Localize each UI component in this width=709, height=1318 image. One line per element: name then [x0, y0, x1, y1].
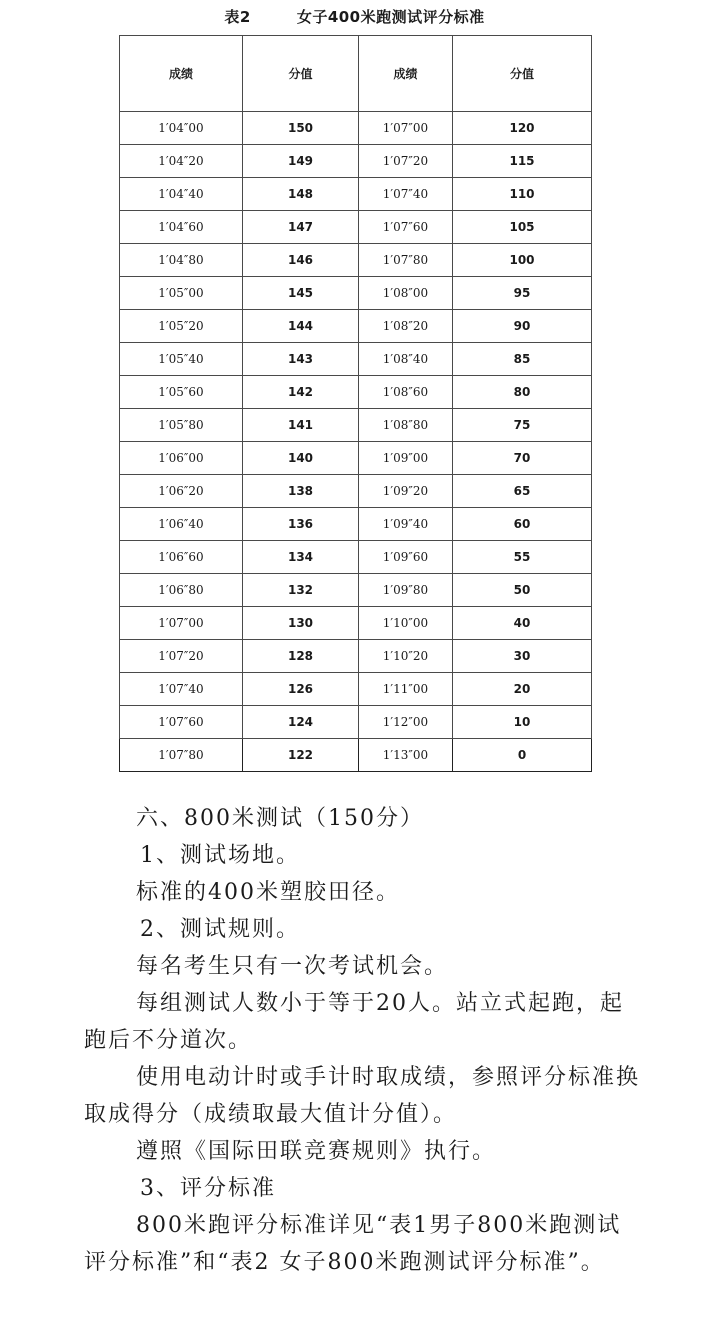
cell-score-a: 146 — [243, 244, 359, 277]
cell-score-b: 50 — [453, 574, 592, 607]
cell-time-b: 1′08″00 — [359, 277, 453, 310]
cell-time-a: 1′07″20 — [120, 640, 243, 673]
table-row — [120, 310, 592, 343]
rule-4: 遵照《国际田联竞赛规则》执行。 — [136, 1139, 497, 1164]
cell-time-a: 1′06″60 — [120, 541, 243, 574]
cell-score-b: 60 — [453, 508, 592, 541]
sub2-heading: 2、测试规则。 — [140, 917, 300, 942]
rule-1: 每名考生只有一次考试机会。 — [136, 954, 449, 979]
cell-time-b: 1′09″20 — [359, 475, 453, 508]
sub1-heading: 1、测试场地。 — [140, 843, 300, 868]
cell-time-b: 1′10″00 — [359, 607, 453, 640]
cell-time-a: 1′07″40 — [120, 673, 243, 706]
sub3-text: 800米跑评分标准详见“表1男子800米跑测试评分标准”和“表2 女子800米跑测试评分标准”。 — [84, 1213, 622, 1275]
cell-time-b: 1′10″20 — [359, 640, 453, 673]
table-row — [120, 244, 592, 277]
cell-time-a: 1′05″40 — [120, 343, 243, 376]
table-title-number: 表2 — [224, 8, 251, 26]
table-row — [120, 607, 592, 640]
cell-score-a: 134 — [243, 541, 359, 574]
table-row — [120, 508, 592, 541]
table-row — [120, 673, 592, 706]
cell-score-b: 85 — [453, 343, 592, 376]
cell-score-b: 20 — [453, 673, 592, 706]
score-table — [119, 35, 592, 772]
cell-score-b: 95 — [453, 277, 592, 310]
cell-score-a: 138 — [243, 475, 359, 508]
cell-score-a: 147 — [243, 211, 359, 244]
cell-score-b: 55 — [453, 541, 592, 574]
cell-time-b: 1′08″80 — [359, 409, 453, 442]
cell-time-a: 1′05″80 — [120, 409, 243, 442]
cell-score-a: 128 — [243, 640, 359, 673]
cell-score-a: 122 — [243, 739, 359, 772]
cell-time-a: 1′04″60 — [120, 211, 243, 244]
cell-time-b: 1′09″80 — [359, 574, 453, 607]
cell-time-b: 1′11″00 — [359, 673, 453, 706]
cell-time-b: 1′07″40 — [359, 178, 453, 211]
cell-time-a: 1′05″60 — [120, 376, 243, 409]
cell-score-a: 142 — [243, 376, 359, 409]
cell-time-b: 1′09″60 — [359, 541, 453, 574]
cell-time-a: 1′06″00 — [120, 442, 243, 475]
cell-score-a: 132 — [243, 574, 359, 607]
cell-score-b: 0 — [453, 739, 592, 772]
table-row — [120, 178, 592, 211]
table-row — [120, 145, 592, 178]
cell-time-b: 1′07″80 — [359, 244, 453, 277]
table-row — [120, 739, 592, 772]
cell-time-b: 1′08″40 — [359, 343, 453, 376]
table-row — [120, 277, 592, 310]
cell-score-b: 10 — [453, 706, 592, 739]
header-time-1: 成绩 — [120, 36, 243, 112]
rule-2: 每组测试人数小于等于20人。站立式起跑，起跑后不分道次。 — [84, 991, 624, 1053]
table-row — [120, 574, 592, 607]
cell-score-b: 30 — [453, 640, 592, 673]
cell-time-b: 1′12″00 — [359, 706, 453, 739]
cell-score-a: 144 — [243, 310, 359, 343]
cell-score-b: 65 — [453, 475, 592, 508]
cell-time-b: 1′13″00 — [359, 739, 453, 772]
table-row — [120, 706, 592, 739]
cell-score-a: 145 — [243, 277, 359, 310]
header-time-2: 成绩 — [359, 36, 453, 112]
cell-score-b: 90 — [453, 310, 592, 343]
table-header-row — [120, 36, 592, 112]
cell-time-a: 1′06″40 — [120, 508, 243, 541]
cell-score-a: 136 — [243, 508, 359, 541]
cell-score-a: 143 — [243, 343, 359, 376]
table-row — [120, 541, 592, 574]
rule-3: 使用电动计时或手计时取成绩，参照评分标准换取成得分（成绩取最大值计分值）。 — [84, 1065, 641, 1127]
cell-score-a: 140 — [243, 442, 359, 475]
table-row — [120, 409, 592, 442]
cell-score-a: 149 — [243, 145, 359, 178]
table-row — [120, 211, 592, 244]
sub1-text: 标准的400米塑胶田径。 — [136, 880, 400, 905]
cell-time-a: 1′07″80 — [120, 739, 243, 772]
section-heading: 六、800米测试（150分） — [136, 806, 424, 831]
table-row — [120, 343, 592, 376]
cell-score-a: 124 — [243, 706, 359, 739]
cell-time-a: 1′06″20 — [120, 475, 243, 508]
cell-score-b: 40 — [453, 607, 592, 640]
cell-time-b: 1′07″60 — [359, 211, 453, 244]
cell-score-a: 148 — [243, 178, 359, 211]
header-score-1: 分值 — [243, 36, 359, 112]
cell-score-b: 75 — [453, 409, 592, 442]
cell-time-a: 1′07″00 — [120, 607, 243, 640]
cell-score-b: 100 — [453, 244, 592, 277]
cell-score-a: 141 — [243, 409, 359, 442]
cell-time-b: 1′09″00 — [359, 442, 453, 475]
cell-score-a: 130 — [243, 607, 359, 640]
cell-score-b: 115 — [453, 145, 592, 178]
cell-time-b: 1′08″20 — [359, 310, 453, 343]
table-row — [120, 112, 592, 145]
cell-time-a: 1′06″80 — [120, 574, 243, 607]
cell-time-b: 1′08″60 — [359, 376, 453, 409]
cell-score-b: 110 — [453, 178, 592, 211]
cell-score-a: 126 — [243, 673, 359, 706]
table-body — [120, 112, 592, 772]
cell-time-a: 1′05″20 — [120, 310, 243, 343]
cell-time-a: 1′04″00 — [120, 112, 243, 145]
cell-time-a: 1′07″60 — [120, 706, 243, 739]
cell-time-b: 1′07″00 — [359, 112, 453, 145]
cell-time-b: 1′09″40 — [359, 508, 453, 541]
cell-score-b: 80 — [453, 376, 592, 409]
cell-score-b: 120 — [453, 112, 592, 145]
cell-time-a: 1′04″40 — [120, 178, 243, 211]
table-row — [120, 475, 592, 508]
sub3-heading: 3、评分标准 — [140, 1176, 276, 1201]
table-title — [0, 6, 709, 27]
table-row — [120, 640, 592, 673]
cell-time-a: 1′05″00 — [120, 277, 243, 310]
table-title-text: 女子400米跑测试评分标准 — [296, 8, 485, 26]
section-800m — [84, 800, 644, 1281]
cell-time-a: 1′04″80 — [120, 244, 243, 277]
cell-time-a: 1′04″20 — [120, 145, 243, 178]
header-score-2: 分值 — [453, 36, 592, 112]
cell-time-b: 1′07″20 — [359, 145, 453, 178]
table-row — [120, 442, 592, 475]
cell-score-a: 150 — [243, 112, 359, 145]
table-row — [120, 376, 592, 409]
cell-score-b: 70 — [453, 442, 592, 475]
cell-score-b: 105 — [453, 211, 592, 244]
